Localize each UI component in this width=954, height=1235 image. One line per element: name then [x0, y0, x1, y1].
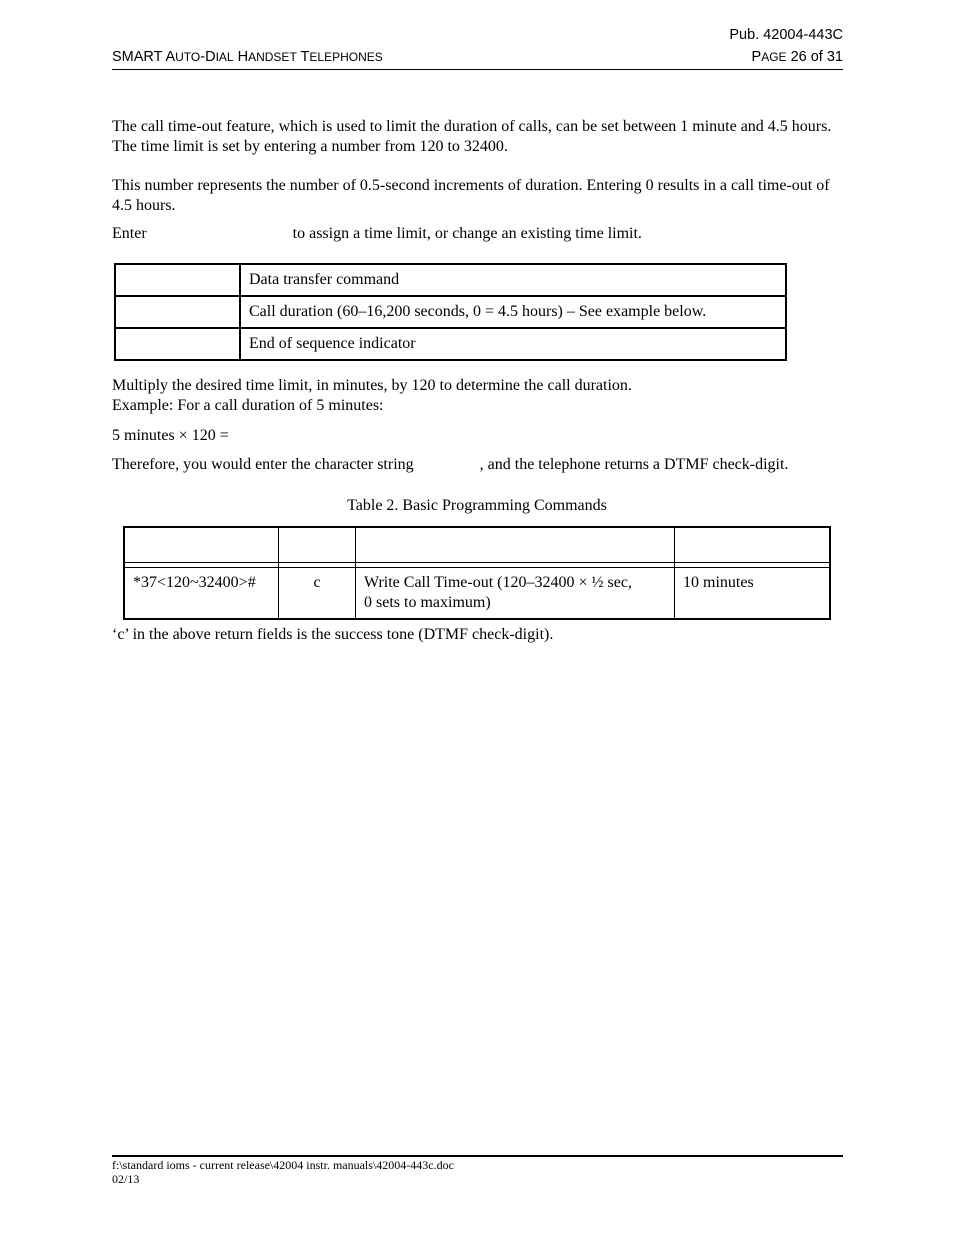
- document-title: SMART AUTO-DIAL HANDSET TELEPHONES: [112, 49, 383, 65]
- table-header-row: [125, 528, 829, 563]
- return-note: ‘c’ in the above return fields is the success tone (DTMF check-digit).: [112, 626, 554, 643]
- sequence-description-cell: Call duration (60–16,200 seconds, 0 = 4.5 hours) – See example below.: [240, 296, 786, 328]
- header-cell: [125, 528, 279, 563]
- sequence-code-cell: [115, 328, 240, 360]
- default-cell: 10 minutes: [683, 574, 754, 591]
- header-cell: [279, 528, 356, 563]
- result-paragraph: Therefore, you would enter the character string , and the telephone returns a DTMF check-digit.: [112, 456, 789, 473]
- header-cell: [675, 528, 829, 563]
- enter-instruction: Enter to assign a time limit, or change an existing time limit.: [112, 225, 642, 242]
- sequence-table: [114, 263, 787, 361]
- calculation-line: 5 minutes × 120 =: [112, 427, 229, 444]
- table-caption: Table 2. Basic Programming Commands: [347, 497, 607, 514]
- description-line: 0 sets to maximum): [364, 594, 491, 611]
- example-line: Example: For a call duration of 5 minutes:: [112, 397, 384, 414]
- page-number: PAGE 26 of 31: [751, 49, 843, 65]
- header-rule: [112, 69, 843, 70]
- intro-paragraph: The call time-out feature, which is used to limit the duration of calls, can be set between 1 minute and 4.5 hours. The time limit is set by entering a number from 120 to 32400.: [112, 118, 832, 155]
- header-cell: [356, 528, 675, 563]
- increment-paragraph: This number represents the number of 0.5-second increments of duration. Entering 0 results in a call time-out of 4.5 hours.: [112, 177, 830, 214]
- table-row: [115, 296, 786, 328]
- sequence-description-cell: End of sequence indicator: [240, 328, 786, 360]
- footer-date: 02/13: [112, 1172, 140, 1186]
- table-row: [115, 264, 786, 296]
- footer-rule: [112, 1155, 843, 1157]
- sequence-code-cell: [115, 264, 240, 296]
- multiply-paragraph: [112, 376, 843, 416]
- table-row: [115, 328, 786, 360]
- footer-file-path: f:\standard ioms - current release\42004 instr. manuals\42004-443c.doc: [112, 1158, 454, 1172]
- sequence-description-cell: Data transfer command: [240, 264, 786, 296]
- sequence-code-cell: [115, 296, 240, 328]
- programming-commands-table: [123, 526, 831, 620]
- description-cell: [356, 568, 675, 618]
- command-cell: *37<120~32400>#: [125, 568, 279, 618]
- description-line: Write Call Time-out (120–32400 × ½ sec,: [364, 574, 632, 591]
- running-header: [112, 49, 843, 65]
- return-cell: c: [279, 568, 356, 618]
- table-row: [125, 568, 829, 618]
- multiply-line: Multiply the desired time limit, in minutes, by 120 to determine the call duration.: [112, 377, 632, 394]
- publication-number: Pub. 42004-443C: [729, 27, 843, 43]
